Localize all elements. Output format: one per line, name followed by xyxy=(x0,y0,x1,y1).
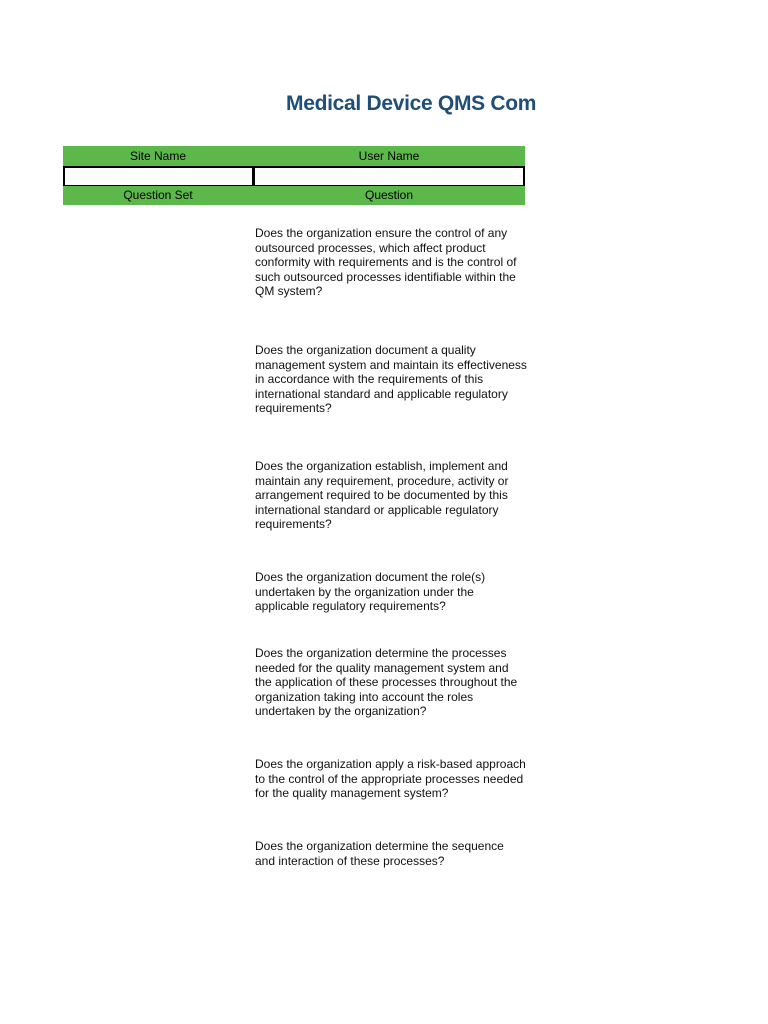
question-text: Does the organization document a quality management system and maintain its effectiveness in accordance with the requirements of this international standard and applicable regulatory requirements? xyxy=(255,343,527,416)
site-name-header: Site Name xyxy=(129,149,187,163)
question-text: Does the organization determine the sequence and interaction of these processes? xyxy=(255,839,504,868)
question-text: Does the organization establish, implement and maintain any requirement, procedure, activity or arrangement required to be documented by this international standard or applicable regulatory requirements? xyxy=(255,459,509,532)
question-text: Does the organization apply a risk-based approach to the control of the appropriate processes needed for the quality management system? xyxy=(255,757,526,801)
question-text: Does the organization document the role(s) undertaken by the organization under the applicable regulatory requirements? xyxy=(255,570,486,614)
input-row xyxy=(63,166,525,186)
user-name-field[interactable] xyxy=(253,166,525,187)
question-set-header: Question Set xyxy=(123,188,193,202)
header-row-site-user xyxy=(63,146,525,166)
question-header: Question xyxy=(364,188,414,202)
header-row-questions xyxy=(63,186,525,205)
question-text: Does the organization ensure the control of any outsourced processes, which affect product conformity with requirements and is the control of such outsourced processes identifiable within the QM system? xyxy=(255,226,517,299)
site-name-field[interactable] xyxy=(63,166,254,187)
user-name-header: User Name xyxy=(358,149,420,163)
question-text: Does the organization determine the processes needed for the quality management system and the application of these processes throughout the organization taking into account the roles undertaken by the organization? xyxy=(255,646,518,719)
page-title: Medical Device QMS Com xyxy=(286,92,536,115)
